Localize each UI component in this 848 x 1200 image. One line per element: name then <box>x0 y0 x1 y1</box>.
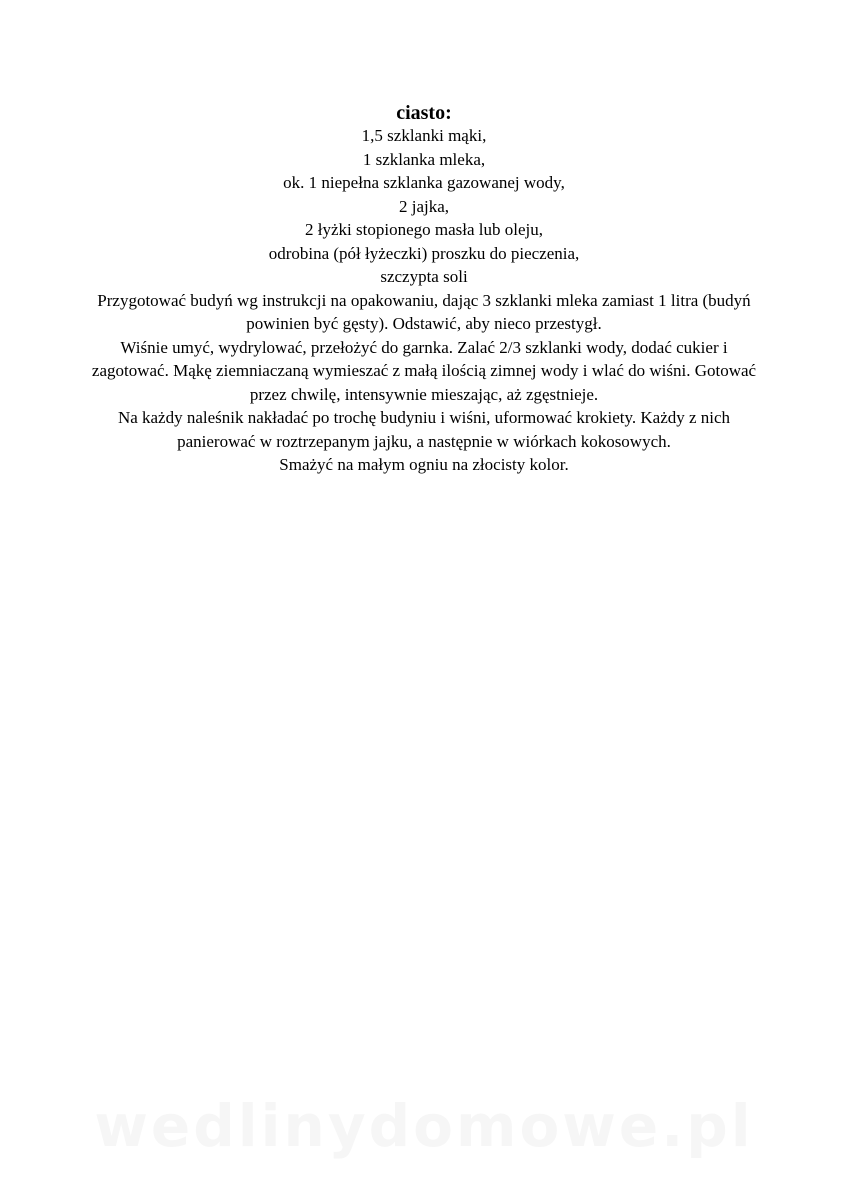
watermark: wedlinydomowe.pl <box>94 1092 754 1160</box>
ingredient-item: odrobina (pół łyżeczki) proszku do pieczenia, <box>268 243 580 263</box>
ingredient-item: 1,5 szklanki mąki, <box>361 126 487 145</box>
ingredient-item: 2 jajka, <box>398 196 450 216</box>
instruction-paragraph: Wiśnie umyć, wydrylować, przełożyć do garnka. Zalać 2/3 szklanki wody, dodać cukier i zagotować. Mąkę ziemniaczaną wymieszać z małą ilością zimnej wody i wlać do wiśni. Gotować przez chwilę, intensywnie mieszając, aż zgęstnieje. <box>91 337 757 404</box>
ingredient-item: 1 szklanka mleka, <box>362 149 486 169</box>
section-heading: ciasto: <box>396 102 452 124</box>
instruction-paragraph: Smażyć na małym ogniu na złocisty kolor. <box>279 455 569 474</box>
ingredient-item: szczypta soli <box>380 267 468 286</box>
ingredient-item: ok. 1 niepełna szklanka gazowanej wody, <box>283 173 565 192</box>
instruction-paragraph: Na każdy naleśnik nakładać po trochę budyniu i wiśni, uformować krokiety. Każdy z nich panierować w roztrzepanym jajku, a następnie w wiórkach kokosowych. <box>117 408 731 451</box>
ingredient-list <box>90 124 758 289</box>
recipe-content <box>90 100 758 477</box>
instruction-list <box>90 289 758 477</box>
instruction-paragraph: Przygotować budyń wg instrukcji na opakowaniu, dając 3 szklanki mleka zamiast 1 litra (budyń powinien być gęsty). Odstawić, aby nieco przestygł. <box>97 290 751 333</box>
ingredient-item: 2 łyżki stopionego masła lub oleju, <box>305 220 543 239</box>
